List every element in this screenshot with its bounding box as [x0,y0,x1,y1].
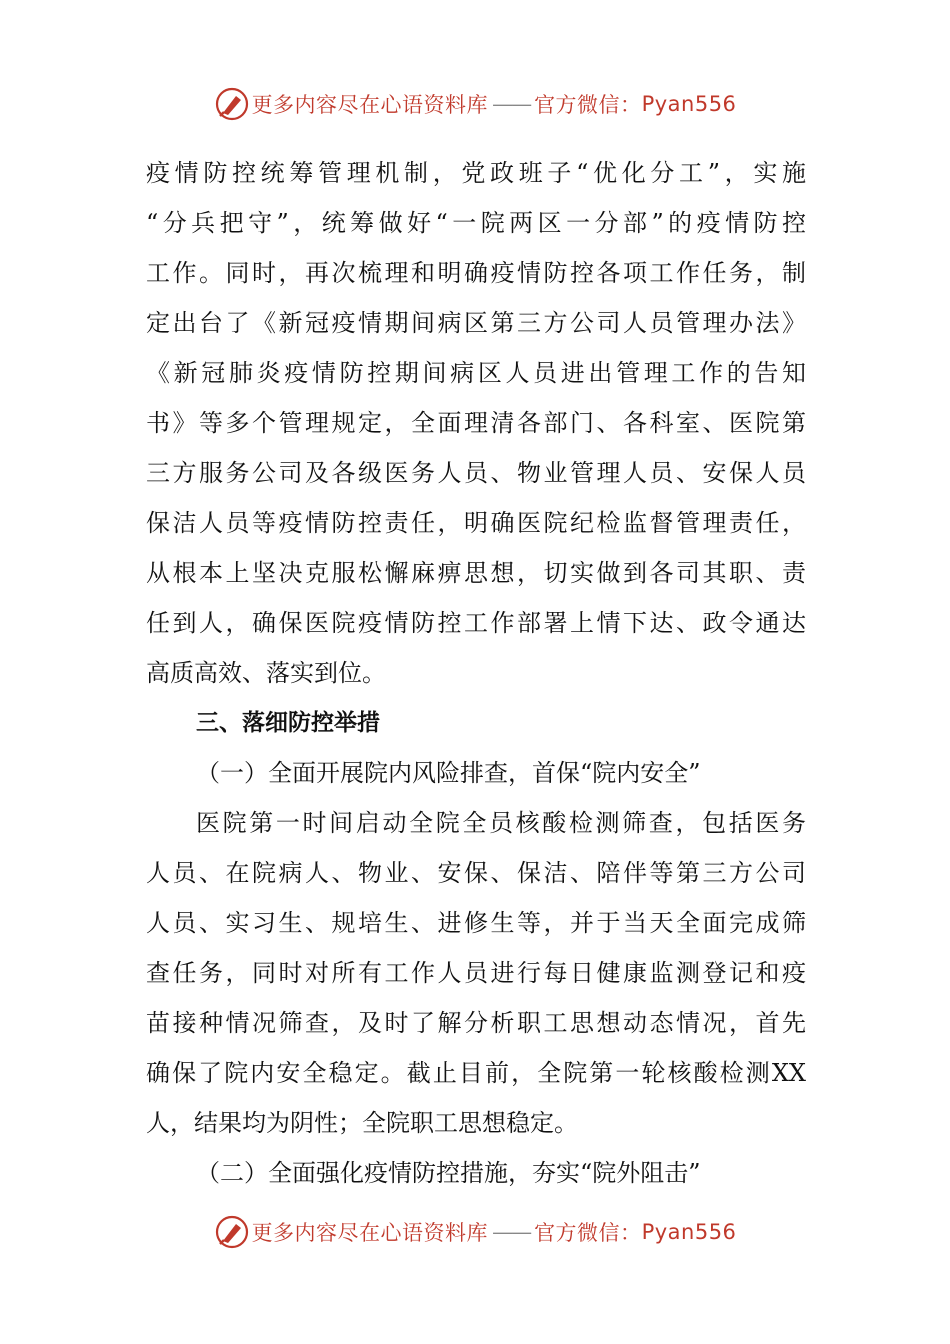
subsection-heading-2: （二）全面强化疫情防控措施，夯实“院外阻击” [196,1159,701,1187]
watermark-contact-label: 官方微信： [534,1221,642,1245]
watermark-separator: —— [492,1220,531,1244]
watermark-brand: 更多内容尽在心语资料库 [251,1221,489,1245]
text-line: “分兵把守”，统筹做好“一院两区一分部”的疫情防控 [146,209,806,237]
watermark-contact-label: 官方微信： [534,93,642,117]
subsection-heading-1: （一）全面开展院内风险排查，首保“院内安全” [196,759,701,787]
pen-nib-icon [214,1214,250,1250]
text-line: 定出台了《新冠疫情期间病区第三方公司人员管理办法》 [146,309,806,337]
text-line: 确保了院内安全稳定。截止目前，全院第一轮核酸检测XX [146,1059,806,1087]
section-heading: 三、落细防控举措 [196,710,380,736]
text-line: 《新冠肺炎疫情防控期间病区人员进出管理工作的告知 [146,359,806,387]
footer-watermark [0,1212,950,1252]
text-line: 高质高效、落实到位。 [146,659,386,687]
text-line: 保洁人员等疫情防控责任，明确医院纪检监督管理责任， [146,509,806,537]
paragraph-1 [146,148,806,698]
watermark-brand: 更多内容尽在心语资料库 [251,93,489,117]
watermark-contact-id: Pyan556 [641,1220,737,1244]
text-line: 疫情防控统筹管理机制，党政班子“优化分工”，实施 [146,159,806,187]
document-body [146,148,806,1198]
text-line: 人员、在院病人、物业、安保、保洁、陪伴等第三方公司 [146,859,806,887]
text-line: 人，结果均为阴性；全院职工思想稳定。 [146,1109,578,1137]
text-line: 查任务，同时对所有工作人员进行每日健康监测登记和疫 [146,959,806,987]
text-line: 工作。同时，再次梳理和明确疫情防控各项工作任务，制 [146,259,806,287]
text-line: 书》等多个管理规定，全面理清各部门、各科室、医院第 [146,409,806,437]
paragraph-2 [146,798,806,1148]
text-line: 人员、实习生、规培生、进修生等，并于当天全面完成筛 [146,909,806,937]
text-line: 从根本上坚决克服松懈麻痹思想，切实做到各司其职、责 [146,559,806,587]
text-line: 任到人，确保医院疫情防控工作部署上情下达、政令通达 [146,609,806,637]
watermark-contact-id: Pyan556 [641,92,737,116]
header-watermark [0,84,950,124]
text-line: 苗接种情况筛查，及时了解分析职工思想动态情况，首先 [146,1009,806,1037]
text-line: 三方服务公司及各级医务人员、物业管理人员、安保人员 [146,459,806,487]
pen-nib-icon [214,86,250,122]
watermark-separator: —— [492,92,531,116]
text-line: 医院第一时间启动全院全员核酸检测筛查，包括医务 [196,809,806,837]
